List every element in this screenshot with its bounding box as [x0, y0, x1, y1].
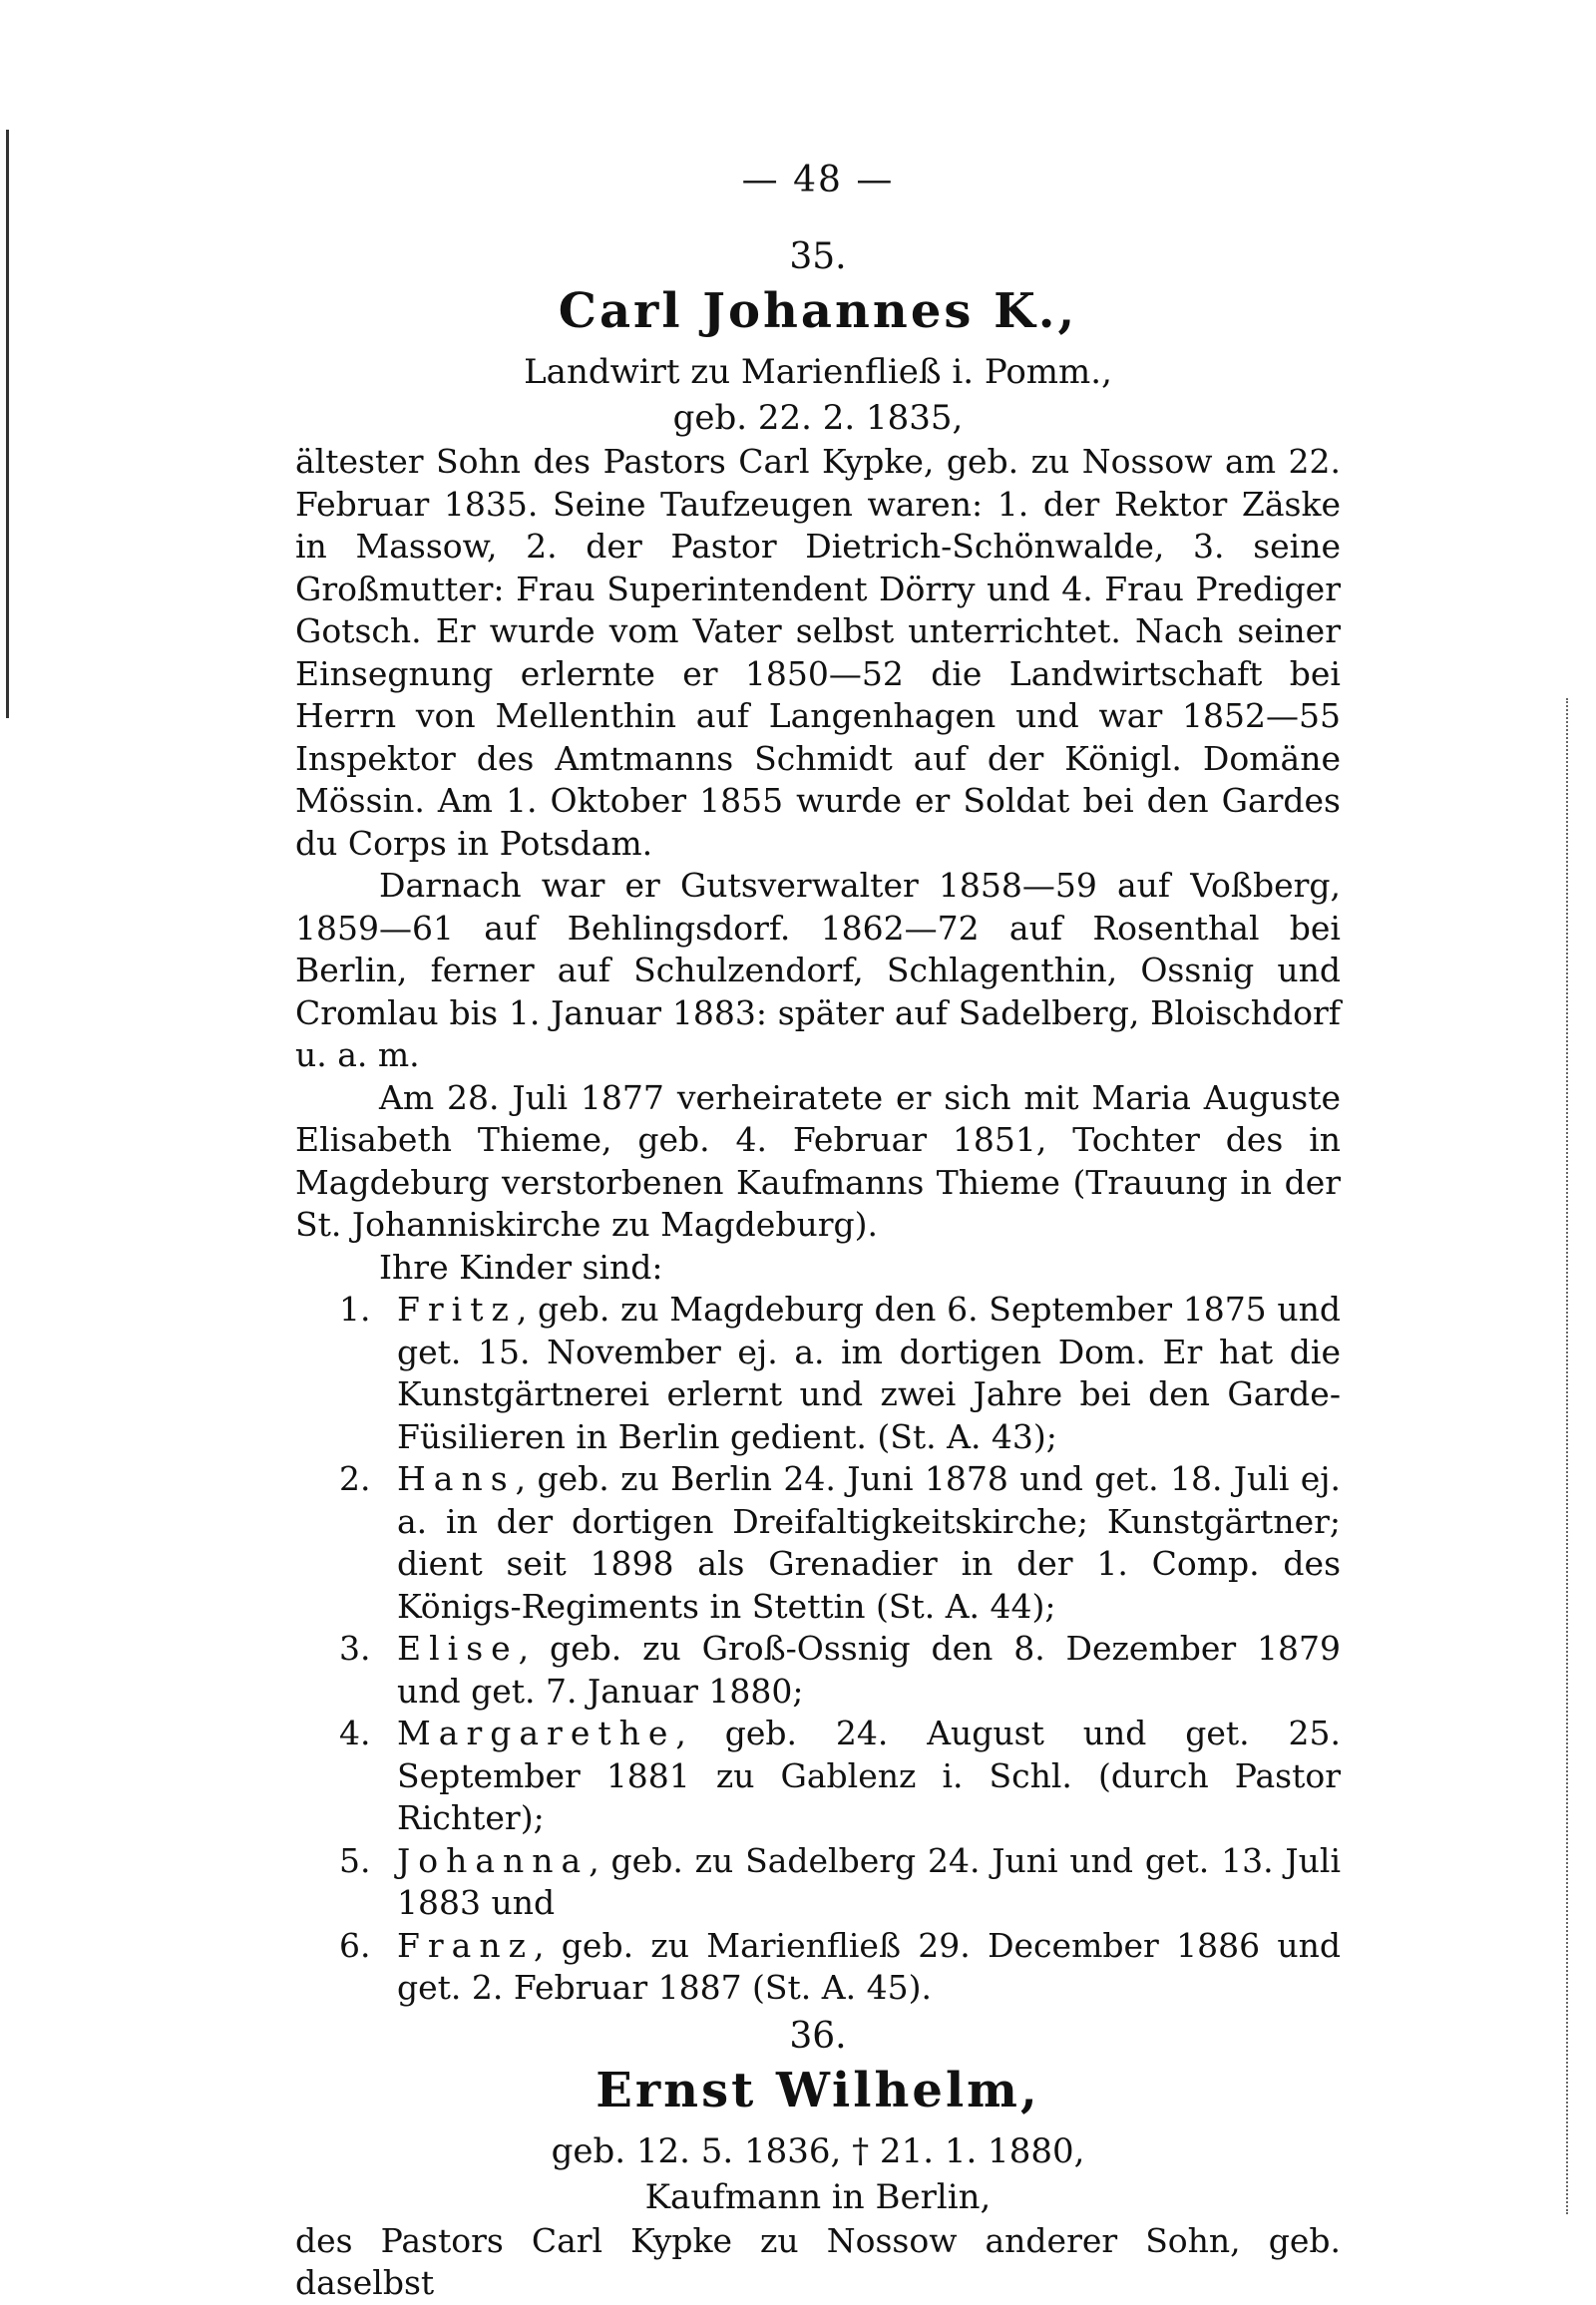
list-number: 2. — [339, 1459, 371, 1498]
list-number: 5. — [339, 1840, 371, 1880]
child-details: , geb. zu Berlin 24. Juni 1878 und get. 18. Juli ej. a. in der dortigen Dreifaltigkeitskirche; Kunstgärtner; dient seit 1898 als Grenadier in der 1. Comp. des Königs-Regiments in Stettin (St. A. 44); — [397, 1459, 1341, 1626]
scan-edge-right — [1566, 698, 1570, 2214]
entry-name: Ernst Wilhelm, — [596, 2062, 1040, 2118]
child-details: , geb. zu Magdeburg den 6. September 1875 und get. 15. November ej. a. im dortigen Dom. Er hat die Kunstgärtnerei erlernt und zwei Jahre bei den Garde-Füsilieren in Berlin gedient. (St. A. 43); — [397, 1290, 1341, 1456]
entry-number: 35. — [789, 236, 847, 277]
book-page — [295, 160, 1341, 2305]
biography-paragraph: des Pastors Carl Kypke zu Nossow anderer Sohn, geb. daselbst — [295, 2220, 1341, 2302]
child-name: Elise — [397, 1629, 519, 1668]
entry-dates: geb. 12. 5. 1836, † 21. 1. 1880, — [551, 2130, 1085, 2171]
list-item — [295, 1628, 1341, 1713]
child-details: , geb. 24. August und get. 25. September 1881 zu Gablenz i. Schl. (durch Pastor Richter); — [397, 1714, 1341, 1837]
list-item — [295, 1458, 1341, 1628]
children-list — [295, 1289, 1341, 2010]
child-details: , geb. zu Groß-Ossnig den 8. Dezember 1879 und get. 7. Januar 1880; — [397, 1629, 1341, 1711]
child-details: , geb. zu Marienfließ 29. December 1886 und get. 2. Februar 1887 (St. A. 45). — [397, 1925, 1341, 2007]
entry-occupation: Landwirt zu Marienfließ i. Pomm., — [524, 352, 1112, 392]
list-number: 3. — [339, 1629, 371, 1668]
scan-edge-left — [6, 130, 9, 718]
entry-36 — [295, 2016, 1341, 2305]
child-details: , geb. zu Sadelberg 24. Juni und get. 13. Juli 1883 und — [397, 1840, 1341, 1922]
list-number: 1. — [339, 1290, 371, 1329]
child-name: Franz — [397, 1925, 534, 1965]
list-item — [295, 1840, 1341, 1925]
list-item — [295, 1925, 1341, 2010]
child-name: Johanna — [397, 1840, 590, 1880]
entry-name: Carl Johannes K., — [558, 283, 1078, 339]
biography-paragraph: ältester Sohn des Pastors Carl Kypke, geb. zu Nossow am 22. Februar 1835. Seine Taufzeugen waren: 1. der Rektor Zäske in Massow, 2. der Pastor Dietrich-Schönwalde, 3. seine Großmutter: Frau Superintendent Dörry und 4. Frau Prediger Gotsch. Er wurde vom Vater selbst unterrichtet. Nach seiner Einsegnung erlernte er 1850—52 die Landwirtschaft bei Herrn von Mellenthin auf Langenhagen und war 1852—55 Inspektor des Amtmanns Schmidt auf der Königl. Domäne Mössin. Am 1. Oktober 1855 wurde er Soldat bei den Gardes du Corps in Potsdam. — [295, 442, 1341, 863]
marriage-paragraph: Am 28. Juli 1877 verheiratete er sich mit Maria Auguste Elisabeth Thieme, geb. 4. Februar 1851, Tochter des in Magdeburg verstorbenen Kaufmanns Thieme (Trauung in der St. Johanniskirche zu Magdeburg). — [295, 1077, 1341, 1244]
child-name: Hans — [397, 1459, 516, 1498]
list-number: 6. — [339, 1925, 371, 1965]
list-number: 4. — [339, 1714, 371, 1752]
list-item — [295, 1289, 1341, 1458]
entry-number: 36. — [789, 2015, 847, 2057]
children-heading: Ihre Kinder sind: — [379, 1247, 663, 1287]
entry-birth: geb. 22. 2. 1835, — [672, 398, 964, 438]
page-number: — 48 — — [741, 160, 895, 200]
list-item — [295, 1713, 1341, 1840]
career-paragraph: Darnach war er Gutsverwalter 1858—59 auf Voßberg, 1859—61 auf Behlingsdorf. 1862—72 auf Rosenthal bei Berlin, ferner auf Schulzendorf, Schlagenthin, Ossnig und Cromlau bis 1. Januar 1883: später auf Sadelberg, Bloischdorf u. a. m. — [295, 866, 1341, 1074]
child-name: Fritz — [397, 1290, 517, 1329]
entry-35 — [295, 236, 1341, 2010]
child-name: Margarethe — [397, 1714, 676, 1752]
entry-occupation: Kaufmann in Berlin, — [644, 2176, 992, 2217]
